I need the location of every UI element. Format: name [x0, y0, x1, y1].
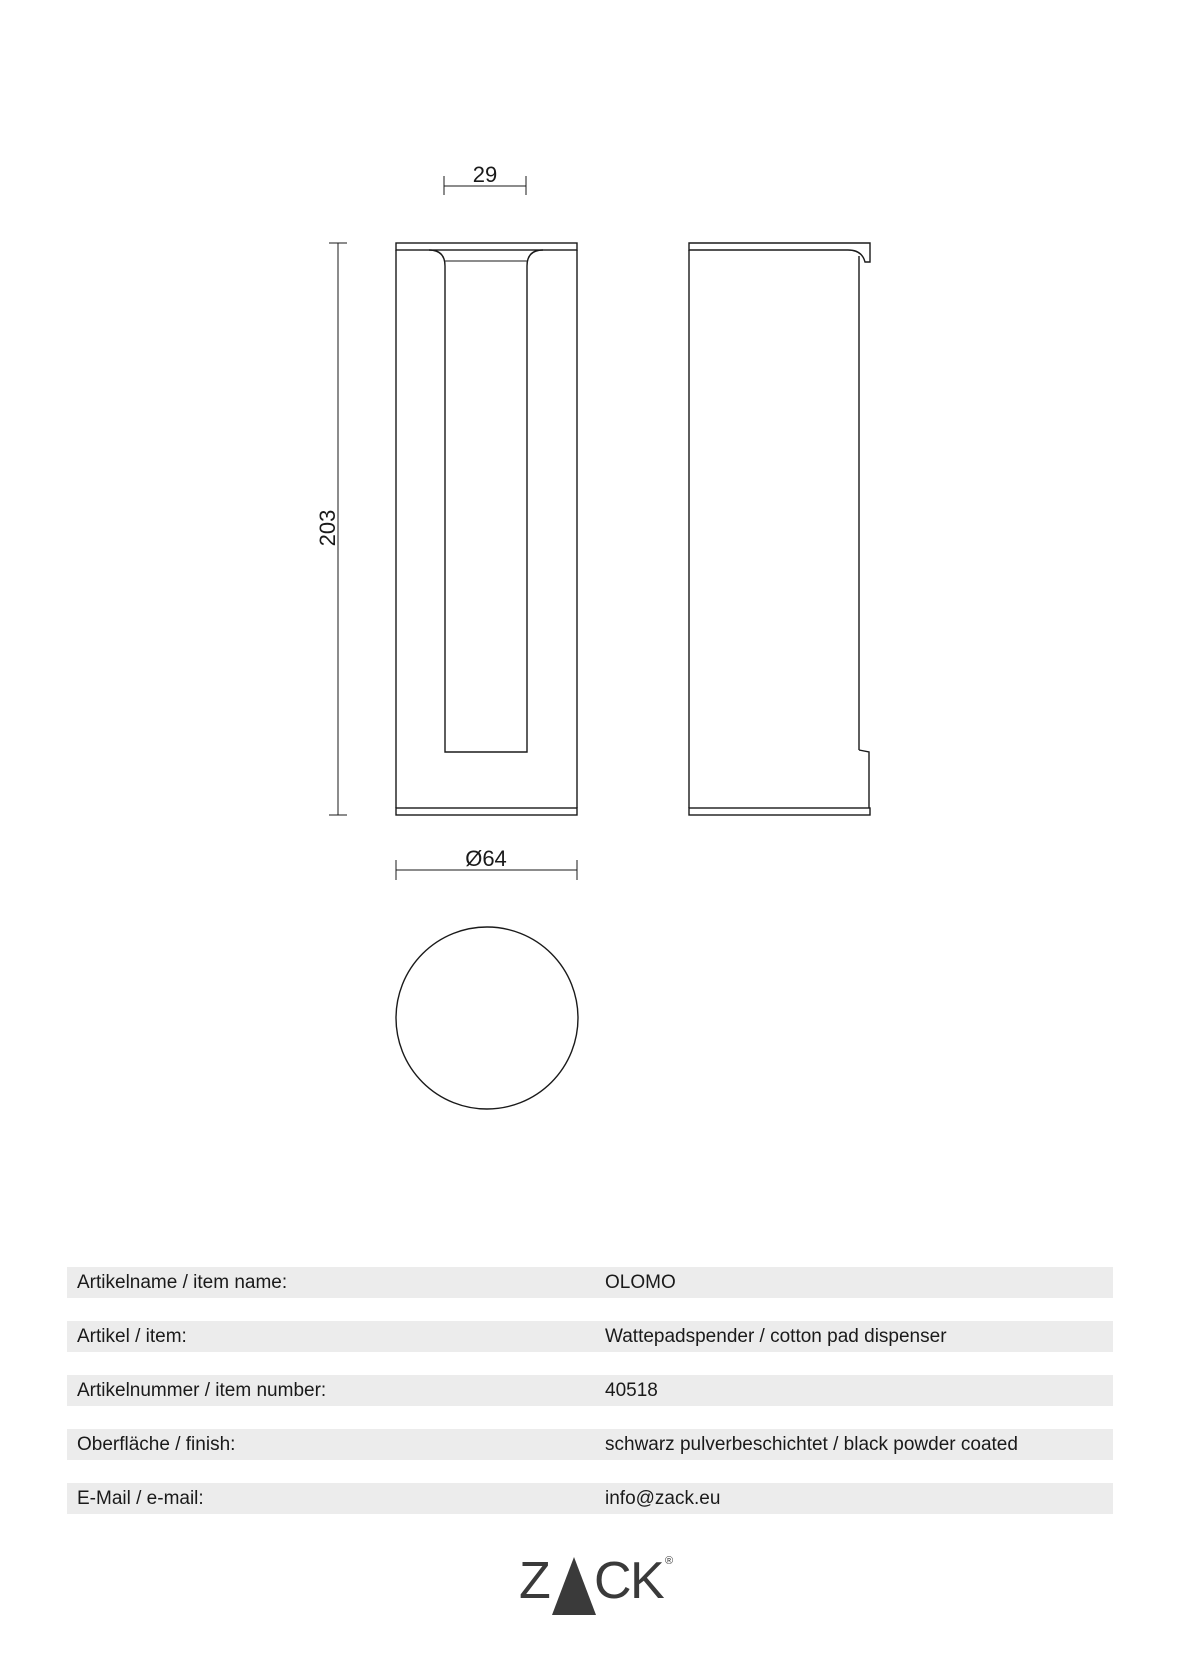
- height-label: 203: [315, 509, 340, 547]
- height-dimension: [315, 243, 347, 815]
- spec-value: Wattepadspender / cotton pad dispenser: [605, 1326, 947, 1347]
- spec-label: Artikelname / item name:: [77, 1272, 288, 1293]
- diameter-dimension: [396, 846, 577, 880]
- registered-mark-icon: ®: [665, 1555, 674, 1567]
- spec-value[interactable]: info@zack.eu: [605, 1488, 721, 1509]
- side-view: [689, 243, 870, 815]
- spec-row-item-number: [67, 1375, 1113, 1406]
- spec-value: 40518: [605, 1380, 658, 1401]
- zack-logo: [515, 1545, 675, 1615]
- diameter-label: Ø64: [465, 846, 507, 871]
- top-view-circle: [396, 927, 578, 1109]
- spec-value: OLOMO: [605, 1272, 676, 1293]
- front-view: [396, 243, 577, 815]
- spec-row-email: [67, 1483, 1113, 1514]
- slot-width-label: 29: [472, 162, 498, 187]
- logo-letter-z: Z: [519, 1552, 551, 1610]
- logo-letter-c: C: [594, 1552, 632, 1610]
- spec-label: Oberfläche / finish:: [77, 1434, 236, 1455]
- spec-label: Artikelnummer / item number:: [77, 1380, 327, 1401]
- slot-width-dimension: [444, 162, 526, 195]
- spec-value: schwarz pulverbeschichtet / black powder coated: [605, 1434, 1018, 1455]
- spec-label: E-Mail / e-mail:: [77, 1488, 204, 1509]
- spec-row-item: [67, 1321, 1113, 1352]
- spec-label: Artikel / item:: [77, 1326, 187, 1347]
- spec-row-item-name: [67, 1267, 1113, 1298]
- spec-table: [67, 1267, 1113, 1537]
- logo-triangle-icon: [552, 1557, 596, 1615]
- spec-row-finish: [67, 1429, 1113, 1460]
- logo-letter-k: K: [630, 1552, 665, 1610]
